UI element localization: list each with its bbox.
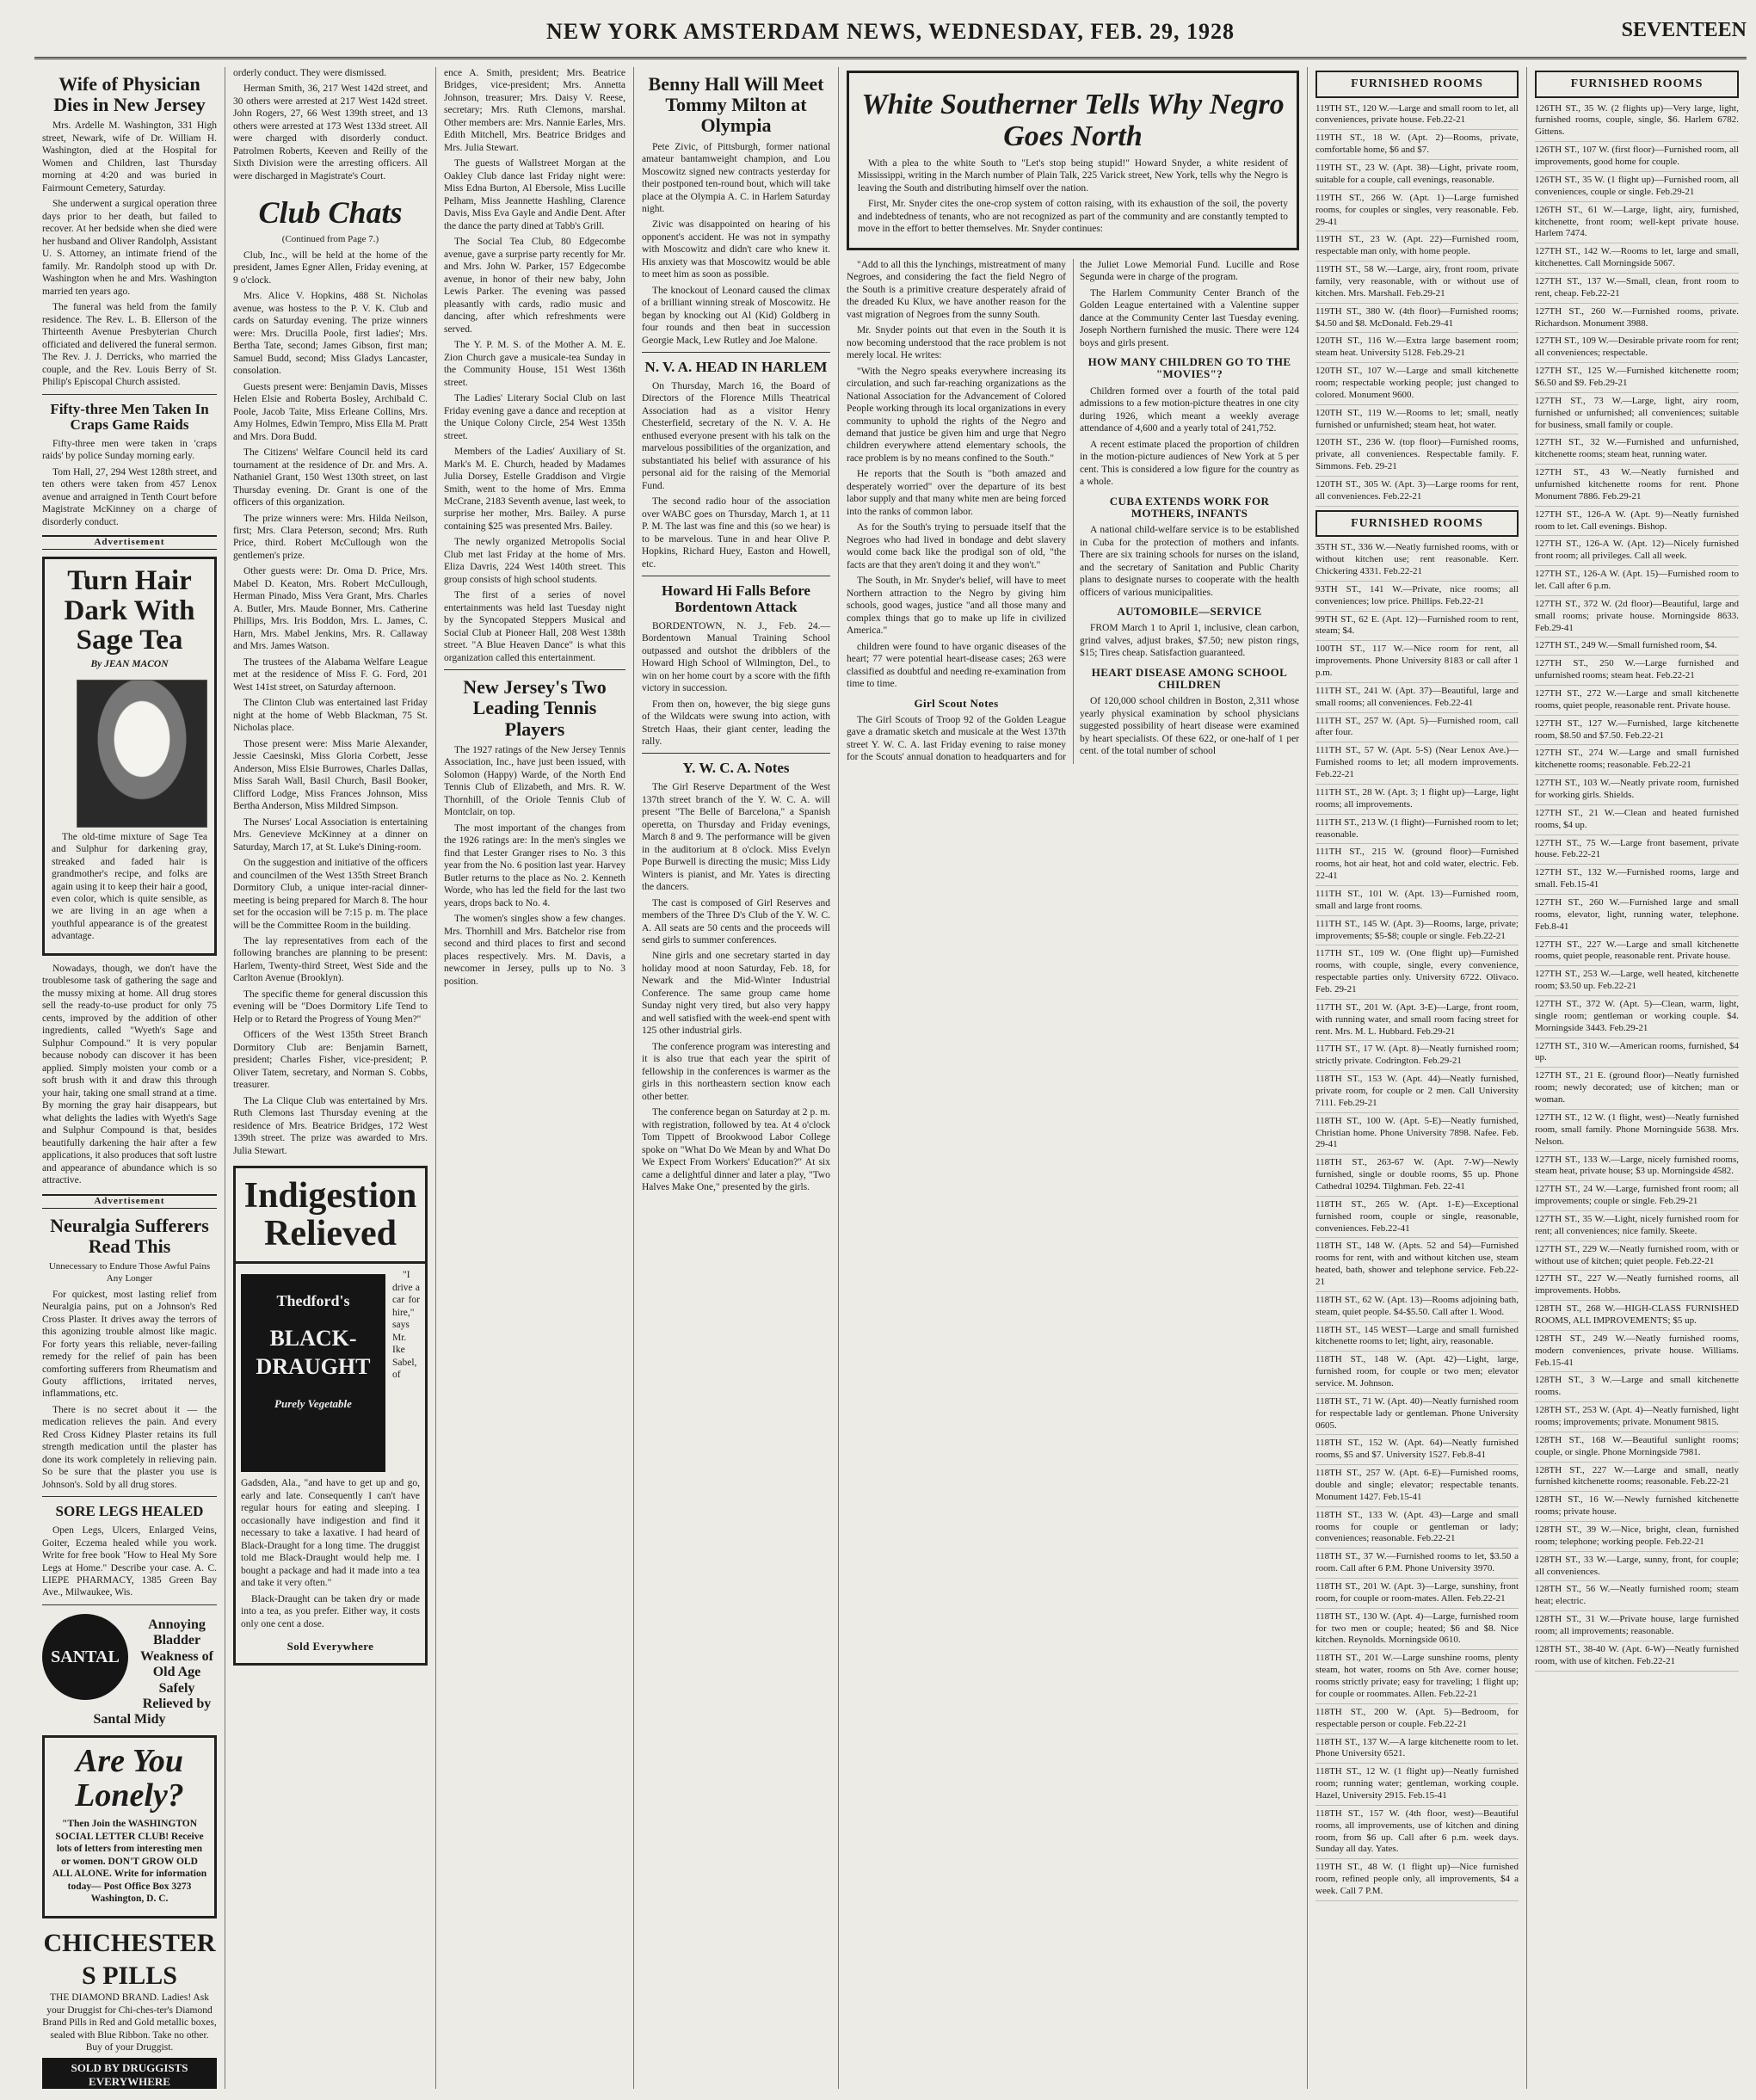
- article-paragraph: The Social Tea Club, 80 Edgecombe avenue, gave a surprise party recently for Mr. and Mrs. John W. Parker, 157 Edgecombe avenue, in honor of their new baby, John Lewis Parker. The evening was passed pleasantly with cards, radio music and dancing, after which refreshments were served.: [444, 237, 625, 335]
- article-paragraph: On Thursday, March 16, the Board of Directors of the Florence Mills Theatrical Association had as a visitor Henry Chesterfield, secretary of the N. V. A. He enthused everyone present with his talk on the marvelous possibilities of the organization, and substantiated his belief with assurance of his personal aid for the raising of the Memorial Fund.: [642, 381, 830, 491]
- classified-ad: 127TH ST., 229 W.—Neatly furnished room, with or without use of kitchen; quiet people. Feb.22-21: [1535, 1244, 1739, 1272]
- headline-heart-disease: HEART DISEASE AMONG SCHOOL CHILDREN: [1091, 665, 1288, 692]
- classified-ad: 118TH ST., 152 W. (Apt. 64)—Neatly furnished rooms, $5 and $7. University 1527. Feb.8-41: [1315, 1438, 1519, 1465]
- ad-paragraph: Open Legs, Ulcers, Enlarged Veins, Goiter, Eczema healed while you work. Write for free book "How to Heal My Sore Legs at Home." Describe your case. A. C. LIEPE PHARMACY, 1385 Green Bay Ave., Milwaukee, Wis.: [42, 1525, 217, 1598]
- santal-ad-text: Annoying Bladder Weakness of Old Age Safely Relieved by Santal Midy: [93, 1617, 213, 1727]
- woman-portrait-image: [77, 680, 207, 828]
- classified-ad: 127TH ST., 372 W. (Apt. 5)—Clean, warm, light, single room; gentleman or working couple. $4. Morningside 3443. Feb.29-21: [1535, 999, 1739, 1038]
- chichester-pills-title: CHICHESTER S PILLS: [43, 1928, 216, 1990]
- column-7: [1527, 67, 1747, 2089]
- chichester-pills-footer: SOLD BY DRUGGISTS EVERYWHERE: [42, 2058, 217, 2089]
- classified-ad: 119TH ST., 18 W. (Apt. 2)—Rooms, private, comfortable home, $6 and $7.: [1315, 132, 1519, 160]
- article-paragraph: From then on, however, the big siege guns of the Wildcats were swung into action, with Stretch Haas, their giant center, leading the rally.: [642, 699, 830, 747]
- column-3: [436, 67, 634, 2089]
- column-5: [839, 67, 1308, 2089]
- classified-ad: 127TH ST., 35 W.—Light, nicely furnished room for rent; all conveniences; nice family. Skeete.: [1535, 1214, 1739, 1241]
- classified-ad: 118TH ST., 148 W. (Apt. 42)—Light, large, furnished room, for couple or two men; elevator service. M. Johnson.: [1315, 1354, 1519, 1394]
- classified-ad: 127TH ST., 260 W.—Furnished rooms, private. Richardson. Monument 3988.: [1535, 306, 1739, 334]
- classified-ad: 127TH ST., 12 W. (1 flight, west)—Neatly furnished room, small family. Phone Morningside 5638. Mrs. Nelson.: [1535, 1112, 1739, 1152]
- classified-ad: 127TH ST., 75 W.—Large front basement, private house. Feb.22-21: [1535, 838, 1739, 865]
- headline-tennis-players: New Jersey's Two Leading Tennis Players: [463, 676, 607, 740]
- club-chats-continued: (Continued from Page 7.): [281, 233, 379, 244]
- classified-ad: 119TH ST., 120 W.—Large and small room to let, all conveniences, private house. Feb.22-21: [1315, 103, 1519, 131]
- classified-ad: 128TH ST., 253 W. (Apt. 4)—Neatly furnished, light rooms; improvements; private. Monument 9815.: [1535, 1405, 1739, 1432]
- article-paragraph: "With the Negro speaks everywhere increasing its circulation, and such far-reaching organizations as the National Association for the Advancement of Colored People working through its local organizations in every community to uphold the rights of the Negro and demand that justice be given him and urge that Negro children everywhere attend elementary schools, the race problem is by no means confined to the South.": [847, 366, 1066, 464]
- classified-ad: 127TH ST., 250 W.—Large furnished and unfurnished rooms; steam heat. Feb.22-21: [1535, 658, 1739, 686]
- classified-ad: 35TH ST., 336 W.—Neatly furnished rooms, with or without kitchen use; rent reasonable. Kerr. Chickering 4331. Feb.22-21: [1315, 542, 1519, 582]
- package-product: BLACK-DRAUGHT: [256, 1326, 371, 1379]
- article-paragraph: Tom Hall, 27, 294 West 128th street, and ten others were taken from 457 Lenox avenue and arraigned in Tenth Court before Magistrate McKinney on a charge of disorderly conduct.: [42, 466, 217, 527]
- article-paragraph: First, Mr. Snyder cites the one-crop system of cotton raising, with its exhaustion of the soil, the poverty and indebtedness of tenants, who are not recognized as part of the community and are constantly tempted to move in the effort to better themselves. Mr. Snyder continues:: [858, 199, 1288, 235]
- headline-benny-hall: Benny Hall Will Meet Tommy Milton at Olympia: [648, 73, 824, 137]
- classified-ad: 128TH ST., 168 W.—Beautiful sunlight rooms; couple, or single. Phone Morningside 7981.: [1535, 1435, 1739, 1463]
- classified-ad: 127TH ST., 21 E. (ground floor)—Neatly furnished room; newly decorated; use of kitchen; man or woman.: [1535, 1070, 1739, 1110]
- headline-craps-raids: Fifty-three Men Taken In Craps Game Raids: [50, 400, 209, 434]
- chichester-pills-ad: [42, 1927, 217, 2089]
- article-paragraph: Zivic was disappointed on hearing of his opponent's accident. He was not in sympathy with Moscowitz and didn't care who knew it. His anxiety was that Moscowitz would be able to meet him as soon as possible.: [642, 219, 830, 280]
- classified-ad: 118TH ST., 201 W.—Large sunshine rooms, plenty steam, hot water, rooms on 5th Ave. corner house; rooms strictly private; easy for traveling; 1 flight up; for couple or roommates. Allen. Feb.22-21: [1315, 1653, 1519, 1703]
- article-paragraph: The South, in Mr. Snyder's belief, will have to meet Northern attraction to the Negro by giving him schools, good wages, justice "and all those many and complex things that go to make up life in civilized America.": [847, 576, 1066, 637]
- classified-ad: 127TH ST., 227 W.—Neatly furnished rooms, all improvements. Hobbs.: [1535, 1273, 1739, 1301]
- classified-ad: 119TH ST., 23 W. (Apt. 22)—Furnished room, respectable man only, with home people.: [1315, 234, 1519, 262]
- masthead: [34, 7, 1747, 59]
- article-paragraph: ence A. Smith, president; Mrs. Beatrice Bridges, vice-president; Mrs. Annetta Johnson, treasurer; Mrs. Daisy V. Reese, secretary; Mrs. Ruth Clemons, marshal. Other members are: Mrs. Nannie Earles, Mrs. Edith Mitchell, Mrs. Beatrice Bridges and Mrs. Julia Stewart.: [444, 68, 625, 153]
- classified-ad: 127TH ST., 274 W.—Large and small furnished kitchenette rooms; reasonable. Feb.22-21: [1535, 748, 1739, 775]
- headline-girl-scout: Girl Scout Notes: [914, 696, 999, 710]
- headline-ywca-notes: Y. W. C. A. Notes: [682, 760, 790, 777]
- letter-club-ad-title: Are You Lonely?: [75, 1742, 184, 1814]
- feature-body: [847, 259, 1299, 764]
- classified-ad: 120TH ST., 305 W. (Apt. 3)—Large rooms for rent, all conveniences. Feb.22-21: [1315, 479, 1519, 507]
- classified-ad: 127TH ST., 137 W.—Small, clean, front room to rent, cheap. Feb.22-21: [1535, 276, 1739, 304]
- classified-ad: 120TH ST., 116 W.—Extra large basement room; steam heat. University 5128. Feb.29-21: [1315, 336, 1519, 363]
- ad-paragraph: THE DIAMOND BRAND. Ladies! Ask your Druggist for Chi-ches-ter's Diamond Brand Pills in Red and Gold metallic boxes, sealed with Blue Ribbon. Take no other. Buy of your Druggist.: [42, 1992, 217, 2054]
- classified-ad: 118TH ST., 201 W. (Apt. 3)—Large, sunshiny, front room, for couple or room-mates. Allen. Feb.22-21: [1315, 1581, 1519, 1609]
- article-paragraph: Mrs. Ardelle M. Washington, 331 High street, Newark, wife of Dr. William H. Washington, died at the Hospital for Women and Children, last Thursday morning at 4:20 and was buried in Fairmount Cemetery, Saturday.: [42, 120, 217, 194]
- article-paragraph: The most important of the changes from the 1926 ratings are: In the men's singles we find that Lester Granger rises to No. 3 this year from the No. 6 position last year. Harvey Butler returns to the place as No. 2. Kenneth Worde, who has led the field for the last two years, drops back to No. 4.: [444, 822, 625, 908]
- classified-ad: 111TH ST., 257 W. (Apt. 5)—Furnished room, call after four.: [1315, 716, 1519, 743]
- sage-tea-ad-title: Turn Hair Dark With Sage Tea: [64, 565, 195, 656]
- classified-ad: 126TH ST., 107 W. (first floor)—Furnished room, all improvements, good home for couple.: [1535, 145, 1739, 172]
- article-paragraph: The women's singles show a few changes. Mrs. Thornhill and Mrs. Batchelor rise from second and third places to first and second places respectively. Mrs. M. Davis, a newcomer in Jersey, pulls up to No. 3 position.: [444, 914, 625, 987]
- divider: [42, 394, 217, 395]
- sage-tea-ad: [42, 557, 217, 956]
- classified-ad: 118TH ST., 100 W. (Apt. 5-E)—Neatly furnished, Christian home. Phone University 7898. Nafee. Feb. 29-41: [1315, 1116, 1519, 1155]
- classified-ad: 118TH ST., 137 W.—A large kitchenette room to let. Phone University 6521.: [1315, 1737, 1519, 1764]
- classified-ad: 127TH ST., 109 W.—Desirable private room for rent; all conveniences; respectable.: [1535, 336, 1739, 363]
- ad-paragraph: Nowadays, though, we don't have the troublesome task of gathering the sage and the mussy mixing at home. All drug stores sell the ready-to-use product for only 75 cents, improved by the addition of other ingredients, called "Wyeth's Sage and Sulphur Compound." It is very popular because nobody can discover it has been applied. Simply moisten your comb or a soft brush with it and draw this through your hair, taking one small strand at a time. By morning the gray hair disappears, but what delights the ladies with Wyeth's Sage and Sulphur Compound is that, besides beautifully darkening the hair after a few applications, it also produces that soft lustre and appearance of abundance which is so attractive.: [42, 963, 217, 1186]
- article-paragraph: A national child-welfare service is to be established in Cuba for the protection of mothers and infants. There are six training schools for nurses on the island, and the secretary of Sanitation and Public Charity plans to designate nurses to cooperate with the health officers of various municipalities.: [1080, 525, 1299, 598]
- classified-ad: 127TH ST., 103 W.—Neatly private room, furnished for working girls. Shields.: [1535, 778, 1739, 805]
- article-paragraph: Mr. Snyder points out that even in the South it is now becoming understood that the race problem is not merely local. He writes:: [847, 325, 1066, 361]
- article-paragraph: The lay representatives from each of the following branches are planning to be present: Harlem, Twenty-third Street, West Side and the Carlton Avenue (Brooklyn).: [233, 936, 428, 984]
- article-paragraph: orderly conduct. They were dismissed.: [233, 68, 386, 78]
- divider: [642, 753, 830, 754]
- package-tagline: Purely Vegetable: [274, 1396, 352, 1410]
- sore-legs-ad-title: SORE LEGS HEALED: [55, 1503, 204, 1520]
- article-paragraph: The funeral was held from the family residence. The Rev. L. B. Ellerson of the Thirteenth Avenue Presbyterian Church officiated and delivered the funeral sermon. The Rev. J. J. Derricks, who married the couple, and the Rev. Louis Berry of St. Philip's Episcopal Church assisted.: [42, 302, 217, 388]
- sage-tea-ad-byline: By JEAN MACON: [90, 659, 169, 670]
- masthead-title: NEW YORK AMSTERDAM NEWS, WEDNESDAY, FEB. 29, 1928: [545, 19, 1235, 44]
- classified-ad: 128TH ST., 16 W.—Newly furnished kitchenette rooms; private house.: [1535, 1494, 1739, 1522]
- classified-ad: 117TH ST., 201 W. (Apt. 3-E)—Large, front room, with running water, and small room facing street for rent. Mrs. M. L. Hubbard. Feb.29-21: [1315, 1002, 1519, 1042]
- classified-ad: 128TH ST., 268 W.—HIGH-CLASS FURNISHED ROOMS, ALL IMPROVEMENTS; $5 up.: [1535, 1303, 1739, 1331]
- article-paragraph: The Nurses' Local Association is entertaining Mrs. Genevieve McKinney at a dinner on Saturday, March 17, at St. Luke's Dining-room.: [233, 816, 428, 853]
- article-paragraph: The conference program was interesting and it is also true that each year the spirit of fellowship in the conferences is warmer as the girls in this northeastern section know each other better.: [642, 1041, 830, 1102]
- article-paragraph: The prize winners were: Mrs. Hilda Neilson, first; Mrs. Clara Peterson, second; Mrs. Ruth Price, third. Robert McCullough won the gentlemen's prize.: [233, 513, 428, 561]
- classified-ad: 118TH ST., 153 W. (Apt. 44)—Neatly furnished, private room, for couple or 2 men. Call University 7111. Feb.29-21: [1315, 1074, 1519, 1113]
- classified-ad: 127TH ST., 125 W.—Furnished kitchenette room; $6.50 and $9. Feb.29-21: [1535, 366, 1739, 393]
- classified-ad: 118TH ST., 71 W. (Apt. 40)—Neatly furnished room for respectable lady or gentleman. Phone University 0605.: [1315, 1396, 1519, 1436]
- divider: [42, 1496, 217, 1497]
- classified-ad: 120TH ST., 107 W.—Large and small kitchenette room; respectable working people; just changed to colored. Monument 9600.: [1315, 366, 1519, 405]
- article-paragraph: Of 120,000 school children in Boston, 2,311 whose yearly physical examination by school physicians suggested possibility of heart disease were examined by heart specialists. Of these 622, or one-half of 1 per cent. of the total number of school: [1080, 696, 1299, 757]
- classified-list: [1535, 103, 1739, 1672]
- classified-ad: 127TH ST., 127 W.—Furnished, large kitchenette room, $8.50 and $7.50. Feb.22-21: [1535, 718, 1739, 746]
- classified-ad: 126TH ST., 61 W.—Large, light, airy, furnished, kitchenette, front room; well-kept private house. Harlem 7474.: [1535, 205, 1739, 244]
- headline-wife-of-physician: Wife of Physician Dies in New Jersey: [53, 73, 206, 116]
- classified-ad: 111TH ST., 215 W. (ground floor)—Furnished rooms, hot air heat, hot and cold water, electric. Feb. 22-41: [1315, 847, 1519, 886]
- classified-list: [1315, 542, 1519, 1901]
- headline-cuba: CUBA EXTENDS WORK FOR MOTHERS, INFANTS: [1109, 494, 1270, 520]
- santal-seal-icon: SANTAL: [42, 1614, 128, 1700]
- article-paragraph: The first of a series of novel entertainments was held last Tuesday night by the Syncopated Steppers Musical and Social Club at Pioneer Hall, 208 West 138th street. "A Blue Heaven Dance" is what this organization called this entertainment.: [444, 590, 625, 663]
- classified-ad: 128TH ST., 38-40 W. (Apt. 6-W)—Neatly furnished room, with use of kitchen. Feb.22-21: [1535, 1644, 1739, 1672]
- classified-ad: 127TH ST., 227 W.—Large and small kitchenette rooms, quiet people, reasonable rent. Private house.: [1535, 939, 1739, 967]
- advertisement-label: Advertisement: [42, 535, 217, 550]
- classified-ad: 127TH ST., 253 W.—Large, well heated, kitchenette room; $3.50 up. Feb.22-21: [1535, 969, 1739, 996]
- classified-ad: 126TH ST., 35 W. (1 flight up)—Furnished room, all conveniences, couple or single. Feb.29-21: [1535, 175, 1739, 202]
- neuralgia-ad-subtitle: Unnecessary to Endure Those Awful Pains Any Longer: [48, 1260, 211, 1284]
- article-paragraph: The trustees of the Alabama Welfare League met at the residence of Miss F. G. Ford, 201 West 141st street, on Saturday afternoon.: [233, 656, 428, 693]
- article-paragraph: children were found to have organic diseases of the heart; 77 were potential heart-disease cases; 263 were classified as doubtful and needing re-examination from time to time.: [847, 641, 1066, 690]
- article-paragraph: Pete Zivic, of Pittsburgh, former national amateur bantamweight champion, and Lou Moscowitz signed new contracts yesterday for their postponed ten-round bout, which will take place at the Olympia A. C. in Harlem Saturday night.: [642, 141, 830, 214]
- classified-ad: 111TH ST., 213 W. (1 flight)—Furnished room to let; reasonable.: [1315, 817, 1519, 845]
- ad-paragraph: The old-time mixture of Sage Tea and Sulphur for darkening gray, streaked and faded hair is grandmother's recipe, and folks are again using it to keep their hair a good, even color, which is quite sensible, as we are living in an age when a youthful appearance is of the greatest advantage.: [52, 831, 207, 942]
- classified-ad: 128TH ST., 3 W.—Large and small kitchenette rooms.: [1535, 1375, 1739, 1402]
- article-paragraph: Mrs. Alice V. Hopkins, 488 St. Nicholas avenue, was hostess to the P. V. K. Club and cards on Saturday evening. The prize winners were: Mrs. Drucilla Poole, first ladies'; Mrs. Bertha Tate, second; James Gibson, first man; Samuel Budd, second; Miss Gladys Lancaster, consolation.: [233, 291, 428, 377]
- ad-paragraph: "I drive a car for hire," says Mr. Ike Sabel, of Gadsden, Ala., "and have to get up and go, early and late. Consequently I can't have regular hours for eating and sleeping. I occasionally have indigestion and find it necessary to take a laxative. I had heard of Black-Draught for a long time. The druggist told me Black-Draught would help me. I bought a package and had it made into a tea and take it very often.": [241, 1270, 420, 1589]
- classified-ad: 119TH ST., 380 W. (4th floor)—Furnished rooms; $4.50 and $8. McDonald. Feb.29-41: [1315, 306, 1519, 334]
- article-paragraph: The newly organized Metropolis Social Club met last Friday at the home of Mrs. Eliza Davris, 224 West 140th street. This group consists of high school students.: [444, 537, 625, 585]
- column-4: [634, 67, 839, 2089]
- article-paragraph: Nine girls and one secretary started in day holiday mood at noon Saturday, Feb. 18, for Newark and the Mid-Winter Industrial Conference. The same group came home Sunday night very tired, but also very happy and well satisfied with the week-end spent with 125 other industrial girls.: [642, 951, 830, 1037]
- article-paragraph: The Clinton Club was entertained last Friday night at the home of Webb Blackman, 75 St. Nicholas place.: [233, 698, 428, 734]
- feature-box: [847, 71, 1299, 250]
- article-paragraph: The Girl Scouts of Troop 92 of the Golden League gave a dramatic sketch and musicale at the West 137th street Y. W. C. A. last Friday evening to raise money for the Scouts' annual donation to headquarters and for the Juliet Lowe Memorial Fund. Lucille and Rose Segunda were in charge of the program.: [847, 259, 1299, 763]
- classified-ad: 118TH ST., 263-67 W. (Apt. 7-W)—Newly furnished, single or double rooms, $5 up. Phone Cathedral 10294. Tilghman. Feb. 22-41: [1315, 1157, 1519, 1197]
- article-paragraph: "Add to all this the lynchings, mistreatment of many Negroes, and considering the fact the field Negro of the South is a primitive creature desperately afraid of the dreaded Ku Klux, we have another reason for the vast migration of Negroes from the sunny South.: [847, 259, 1066, 320]
- article-paragraph: Those present were: Miss Marie Alexander, Jessie Caesinski, Miss Gloria Corbett, Jesse Anderson, Miss Elsie Burrowes, Charles Dallas, Miss Sarah Wall, Basil Church, Basil Booker, Clifford Lodge, Miss Frances Johnson, Miss Bertha Anderson, Miss Mildred Simpson.: [233, 738, 428, 812]
- classified-header: FURNISHED ROOMS: [1535, 71, 1739, 98]
- letter-club-ad: [42, 1735, 217, 1918]
- classified-ad: 111TH ST., 28 W. (Apt. 3; 1 flight up)—Large, light rooms; all improvements.: [1315, 787, 1519, 815]
- classified-ad: 118TH ST., 200 W. (Apt. 5)—Bedroom, for respectable person or couple. Feb.22-21: [1315, 1707, 1519, 1734]
- column-6: [1308, 67, 1527, 2089]
- divider: [42, 1604, 217, 1605]
- classified-ad: 127TH ST., 142 W.—Rooms to let, large and small, kitchenettes. Call Morningside 5067.: [1535, 246, 1739, 274]
- column-1: [34, 67, 225, 2089]
- classified-ad: 118TH ST., 12 W. (1 flight up)—Neatly furnished room; running water; gentleman, working couple. Hazel, University 2915. Feb.15-41: [1315, 1766, 1519, 1806]
- classified-ad: 127TH ST., 272 W.—Large and small kitchenette rooms, quiet people, reasonable rent. Private house.: [1535, 688, 1739, 716]
- classified-ad: 118TH ST., 257 W. (Apt. 6-E)—Furnished rooms, double and single; elevator; respectable tenants. Monument 1427. Feb.15-41: [1315, 1468, 1519, 1507]
- headline-howard-hi: Howard Hi Falls Before Bordentown Attack: [662, 582, 810, 615]
- classified-ad: 118TH ST., 130 W. (Apt. 4)—Large, furnished room for two men or couple; heated; $6 and $8. Nice kitchen. Reynolds. Morningside 0610.: [1315, 1611, 1519, 1651]
- classified-ad: 127TH ST., 310 W.—American rooms, furnished, $4 up.: [1535, 1041, 1739, 1068]
- article-paragraph: The conference began on Saturday at 2 p. m. with registration, followed by tea. At 4 o'clock Tom Tippett of Brookwood Labor College spoke on "What Do We Mean by and What Do We Expect From Workers' Education?" At six came a delightful dinner and later a play, "Two Halves Make One," presented by the girls.: [642, 1107, 830, 1193]
- article-paragraph: The Citizens' Welfare Council held its card tournament at the residence of Dr. and Mrs. A. Nathaniel Grant, 150 West 130th street, on last Thursday evening. Dr. Grant is one of the officers of this organization.: [233, 447, 428, 508]
- classified-ad: 127TH ST., 43 W.—Neatly furnished and unfurnished kitchenette rooms for rent. Phone Monument 7886. Feb.29-21: [1535, 467, 1739, 507]
- article-paragraph: He reports that the South is "both amazed and desperately worried" over the departure of its best labor supply and that many white men are being forced into the ranks of common labor.: [847, 469, 1066, 517]
- classified-ad: 128TH ST., 56 W.—Neatly furnished room; steam heat; electric.: [1535, 1584, 1739, 1611]
- divider: [642, 352, 830, 353]
- article-paragraph: The Girl Reserve Department of the West 137th street branch of the Y. W. C. A. will present "The Belle of Barcelona," a Spanish operetta, on Thursday and Friday evenings, March 8 and 9. The performance will be given in the auditorium at 8 o'clock. Miss Evelyn Pope Burwell is directing the music; Miss Lidy Winters is pianist, and Mr. Yates is directing the dancers.: [642, 782, 830, 893]
- classified-ad: 127TH ST., 126-A W. (Apt. 12)—Nicely furnished front room; all privileges. Call all week.: [1535, 539, 1739, 566]
- classified-ad: 99TH ST., 62 E. (Apt. 12)—Furnished room to rent, steam; $4.: [1315, 614, 1519, 642]
- article-paragraph: With a plea to the white South to "Let's stop being stupid!" Howard Snyder, a white resident of Mississippi, writing in the March number of Plain Talk, 225 Varick street, New York, tells why the Negro is leaving the South and distributing himself over the nation.: [858, 157, 1288, 194]
- classified-ad: 117TH ST., 109 W. (One flight up)—Furnished rooms, with couple, single, every convenience, respectable parties only. University 6722. Olivaco. Feb. 29-21: [1315, 948, 1519, 999]
- ad-paragraph: Black-Draught can be taken dry or made into a tea, as you prefer. Either way, it costs only one cent a dose.: [241, 1593, 420, 1629]
- classified-header: FURNISHED ROOMS: [1315, 71, 1519, 98]
- indigestion-ad: [233, 1166, 428, 1665]
- article-paragraph: She underwent a surgical operation three days prior to her death, but failed to recover. At her bedside when she died were her husband and Oliver Randolph, Assistant U. S. Attorney, an intimate friend of the family. Mr. Randolph stood up with Dr. Washington when he and Mrs. Washington married ten years ago.: [42, 199, 217, 297]
- ad-paragraph: For quickest, most lasting relief from Neuralgia pains, put on a Johnson's Red Cross Plaster. It drives away the terrors of this agonizing trouble almost like magic. For forty years this reliable, never-failing remedy for the relief of pain has been comforting sufferers from Rheumatism and Gouty afflictions, irritated nerves, inflammations, etc.: [42, 1289, 217, 1400]
- article-paragraph: Children formed over a fourth of the total paid admissions to a few motion-picture theatres in one city during 1926, which meant a weekly average attendance of 4,600 and a yearly total of 241,752.: [1080, 385, 1299, 434]
- classified-header: FURNISHED ROOMS: [1315, 510, 1519, 538]
- club-chats-title: Club Chats: [258, 195, 403, 231]
- classified-ad: 127TH ST., 133 W.—Large, nicely furnished rooms, steam heat, private house; $3 up. Morningside 4582.: [1535, 1155, 1739, 1182]
- classified-ad: 118TH ST., 148 W. (Apts. 52 and 54)—Furnished rooms for rent, with and without kitchen use, steam heated, bath, shower and telephone service. Feb.22-21: [1315, 1241, 1519, 1291]
- classified-ad: 93TH ST., 141 W.—Private, nice rooms; all conveniences; low price. Phillips. Feb.22-21: [1315, 584, 1519, 612]
- headline-automobile-service: AUTOMOBILE—SERVICE: [1117, 605, 1262, 619]
- neuralgia-ad-title: Neuralgia Sufferers Read This: [50, 1214, 209, 1257]
- classified-ad: 128TH ST., 33 W.—Large, sunny, front, for couple; all conveniences.: [1535, 1555, 1739, 1582]
- classified-ad: 128TH ST., 249 W.—Neatly furnished rooms, modern conveniences, private house. Williams. Feb.15-41: [1535, 1333, 1739, 1373]
- page-label: SEVENTEEN: [1621, 19, 1747, 41]
- classified-ad: 127TH ST., 21 W.—Clean and heated furnished rooms, $4 up.: [1535, 808, 1739, 835]
- article-paragraph: Guests present were: Benjamin Davis, Misses Helen Elsie and Roberta Bosley, Archibald C. Poole, Jacob Taite, Miss Erleane Collins, Mrs. Amy Holmes, Edwin Tempro, Miss Ella M. Pratt and Mrs. Dora Budd.: [233, 381, 428, 442]
- article-paragraph: Officers of the West 135th Street Branch Dormitory Club are: Benjamin Barnett, president; Charles Fisher, vice-president; P. Oliver Tatem, secretary, and Norman S. Cobbs, treasurer.: [233, 1030, 428, 1091]
- article-paragraph: The cast is composed of Girl Reserves and members of the Three D's Club of the Y. W. C. A. All seats are 50 cents and the proceeds will send girls to summer conferences.: [642, 897, 830, 945]
- classified-ad: 120TH ST., 236 W. (top floor)—Furnished rooms, private, all conveniences. Respectable family. F. Simmons. Feb. 29-21: [1315, 437, 1519, 477]
- classified-ad: 118TH ST., 62 W. (Apt. 13)—Rooms adjoining bath, steam, quiet people. $4-$5.50. Call after 1. Wood.: [1315, 1295, 1519, 1322]
- classified-ad: 111TH ST., 57 W. (Apt. 5-S) (Near Lenox Ave.)—Furnished rooms to let; all modern improvements. Feb.22-21: [1315, 745, 1519, 785]
- classified-ad: 128TH ST., 31 W.—Private house, large furnished room; all improvements; reasonable.: [1535, 1614, 1739, 1641]
- package-brand: Thedford's: [276, 1292, 350, 1310]
- article-paragraph: A recent estimate placed the proportion of children in the motion-picture audiences of New York at 5 per cent. This is considered a low figure for the country as a whole.: [1080, 439, 1299, 488]
- classified-ad: 120TH ST., 119 W.—Rooms to let; small, neatly furnished or unfurnished; steam heat, hot water.: [1315, 408, 1519, 435]
- indigestion-ad-title: Indigestion Relieved: [236, 1168, 425, 1264]
- article-paragraph: The knockout of Leonard caused the climax of a brilliant winning streak of Moscowitz. He began by knocking out Al (Kid) Goldberg in four rounds and then beat in succession Georgie Mack, Lew Rutley and Joe Malone.: [642, 285, 830, 346]
- classified-ad: 127TH ST., 132 W.—Furnished rooms, large and small. Feb.15-41: [1535, 867, 1739, 895]
- classified-list: [1315, 103, 1519, 507]
- article-paragraph: The second radio hour of the association over WABC goes on Thursday, March 1, at 11 P. M. The last was fine and this (so we hear) is to be marvelous. Tune in and hear Olive P. Hopkins, Richard Huey, Easton and Howell, etc.: [642, 496, 830, 570]
- article-paragraph: The guests of Wallstreet Morgan at the Oakley Club dance last Friday night were: Miss Edna Burton, Al Ebersole, Miss Lucille Pelham, Miss Jeannette Hashling, Clarence Davis, Miss Eva Gayle and Andie Dent. After the dance the party dined at Tabb's Grill.: [444, 158, 625, 231]
- classified-ad: 118TH ST., 265 W. (Apt. 1-E)—Exceptional furnished room, couple or single, reasonable, conveniences. Feb.22-41: [1315, 1199, 1519, 1239]
- classified-ad: 118TH ST., 37 W.—Furnished rooms to let, $3.50 a room. Call after 6 P.M. Phone University 3970.: [1315, 1551, 1519, 1579]
- article-paragraph: The Y. P. M. S. of the Mother A. M. E. Zion Church gave a musicale-tea Sunday in the Community House, 151 West 136th street.: [444, 340, 625, 388]
- classified-ad: 111TH ST., 101 W. (Apt. 13)—Furnished room, small and large front rooms.: [1315, 889, 1519, 916]
- article-paragraph: Herman Smith, 36, 217 West 142d street, and 30 others were arrested at 217 West 142d street. John Rogers, 27, 66 West 139th street, and 13 others were arrested at 173 West 133d street. All were charged with disorderly conduct. Patrolmen Roberts, Keeven and Reilly of the Sixth Division were the arresting officers. All were discharged in Magistrate's Court.: [233, 83, 428, 182]
- classified-ad: 111TH ST., 145 W. (Apt. 3)—Rooms, large, private; improvements; $5-$8; couple or single. Feb.22-21: [1315, 919, 1519, 946]
- headline-white-southerner: White Southerner Tells Why Negro Goes North: [861, 89, 1285, 153]
- article-paragraph: On the suggestion and initiative of the officers and councilmen of the West 135th Street Branch Dormitory Club, a unique inter-racial dinner-meeting is being prepared for March 8. The hour set for the occasion will be 7:15 p. m. The place will be the Committee Room in the building.: [233, 858, 428, 931]
- article-paragraph: The 1927 ratings of the New Jersey Tennis Association, Inc., have just been issued, with Solomon (Happy) Warde, of the North End Tennis Club of Elizabeth, and Mrs. R. W. Thornhill, of the Oriole Tennis Club of Montclair, on top.: [444, 744, 625, 818]
- classified-ad: 127TH ST., 126-A W. (Apt. 15)—Furnished room to let. Call after 6 p.m.: [1535, 569, 1739, 596]
- indigestion-ad-footer: Sold Everywhere: [287, 1640, 374, 1654]
- black-draught-package-image: [241, 1274, 385, 1472]
- article-paragraph: Club, Inc., will be held at the home of the president, James Egner Allen, Friday evening, at 9 o'clock.: [233, 249, 428, 286]
- classified-ad: 119TH ST., 23 W. (Apt. 38)—Light, private room, suitable for a couple, call evenings, reasonable.: [1315, 163, 1519, 190]
- classified-ad: 119TH ST., 58 W.—Large, airy, front room, private family, very reasonable, with or without use of kitchen. Mrs. Marshall. Feb.29-21: [1315, 264, 1519, 304]
- classified-ad: 127TH ST., 249 W.—Small furnished room, $4.: [1535, 640, 1739, 656]
- column-2: [225, 67, 436, 2089]
- headline-movies: HOW MANY CHILDREN GO TO THE "MOVIES"?: [1087, 355, 1291, 381]
- classified-ad: 127TH ST., 32 W.—Furnished and unfurnished, kitchenette rooms; steam heat, running water.: [1535, 437, 1739, 465]
- article-paragraph: Fifty-three men were taken in 'craps raids' by police Sunday morning early.: [42, 438, 217, 462]
- article-paragraph: The Harlem Community Center Branch of the Golden League entertained with a Valentine supper dance at the Community Center last Tuesday evening. Joseph Northern furnished the music. There were 124 boys and girls present.: [1080, 287, 1299, 348]
- classified-ad: 128TH ST., 39 W.—Nice, bright, clean, furnished room; telephone; working people. Feb.22-21: [1535, 1524, 1739, 1552]
- article-paragraph: Other guests were: Dr. Oma D. Price, Mrs. Mabel D. Keaton, Mrs. Robert McCullough, Herman Pinado, Miss Vera Grant, Mrs. Charles A. Butler, Mrs. Maude Bonner, Mrs. Catherine Phillips, Mrs. Iris Boddon, Mrs. L. James, C. Harn, Mrs. Mabel Jenkins, Mrs. R. Callaway and Mrs. James Watson.: [233, 566, 428, 652]
- article-paragraph: The Ladies' Literary Social Club on last Friday evening gave a dance and reception at the Unique Colony Circle, 254 West 135th street.: [444, 393, 625, 441]
- article-paragraph: The specific theme for general discussion this evening will be "Does Dormitory Life Tend to Help or to Retard the Progress of Young Men?": [233, 988, 428, 1025]
- classified-ad: 118TH ST., 133 W. (Apt. 43)—Large and small rooms for couple or gentleman or lady; conveniences; reasonable. Feb.22-21: [1315, 1510, 1519, 1549]
- article-paragraph: Members of the Ladies' Auxiliary of St. Mark's M. E. Church, headed by Madames Julia Dorsey, Estelle Graddison and Virgie Smith, went to the home of Mrs. Emma McCrane, 2183 Seventh avenue, last week, to surprise her mother, Mrs. Bailey. A purse containing $25 was presented Mrs. Bailey.: [444, 446, 625, 532]
- classified-ad: 100TH ST., 117 W.—Nice room for rent, all improvements. Phone University 8183 or call after 1 p.m.: [1315, 644, 1519, 683]
- article-paragraph: BORDENTOWN, N. J., Feb. 24.— Bordentown Manual Training School outpassed and outshot the dribblers of the Howard High School of Wilmington, Del., to win on her home court by a score with the fifth victory in succession.: [642, 620, 830, 694]
- classified-ad: 127TH ST., 24 W.—Large, furnished front room; all improvements; couple or single. Feb.29-21: [1535, 1184, 1739, 1211]
- classified-ad: 111TH ST., 241 W. (Apt. 37)—Beautiful, large and small rooms; all conveniences. Feb.22-41: [1315, 686, 1519, 713]
- classified-ad: 119TH ST., 266 W. (Apt. 1)—Large furnished rooms, for couples or singles, very reasonable. Feb. 29-41: [1315, 193, 1519, 232]
- santal-ad: [42, 1610, 217, 1728]
- divider: [444, 669, 625, 670]
- classified-ad: 127TH ST., 260 W.—Furnished large and small rooms, elevator, light, running water, telephone. Feb.8-41: [1535, 897, 1739, 937]
- article-paragraph: The La Clique Club was entertained by Mrs. Ruth Clemons last Thursday evening at the residence of Mrs. Beatrice Bridges, 172 West 139th street. The prize was awarded to Mrs. Julia Stewart.: [233, 1095, 428, 1156]
- classified-ad: 128TH ST., 227 W.—Large and small, neatly furnished kitchenette rooms; reasonable. Feb.22-21: [1535, 1465, 1739, 1493]
- classified-ad: 126TH ST., 35 W. (2 flights up)—Very large, light, furnished rooms, couple, single, $6. Harlem 6782. Gittens.: [1535, 103, 1739, 143]
- article-paragraph: As for the South's trying to persuade itself that the Negroes who had lived in bondage and debt slavery would come back like the prodigal son of old, "the facts are that they aren't doing it and they won't.": [847, 522, 1066, 570]
- classified-ad: 127TH ST., 126-A W. (Apt. 9)—Neatly furnished room to let. Call evenings. Bishop.: [1535, 509, 1739, 537]
- classified-ad: 118TH ST., 145 WEST—Large and small furnished kitchenette rooms to let; light, airy, reasonable.: [1315, 1325, 1519, 1352]
- classified-ad: 127TH ST., 372 W. (2d floor)—Beautiful, large and small rooms; private house. Morningside 8633. Feb.29-41: [1535, 599, 1739, 638]
- article-paragraph: FROM March 1 to April 1, inclusive, clean carbon, grind valves, adjust brakes, $7.50; new piston rings, $15; Tires cheap. Satisfaction guaranteed.: [1080, 623, 1299, 659]
- advertisement-label: Advertisement: [42, 1194, 217, 1209]
- classified-ad: 119TH ST., 48 W. (1 flight up)—Nice furnished room, refined people only, all improvements, $4 a week. Call 7 P.M.: [1315, 1862, 1519, 1901]
- classified-ad: 118TH ST., 157 W. (4th floor, west)—Beautiful rooms, all improvements, use of kitchen and dining room, from $6 up. Call after 6 p.m. week days. Sunday all day. Yates.: [1315, 1808, 1519, 1859]
- classified-ad: 117TH ST., 17 W. (Apt. 8)—Neatly furnished room; strictly private. Codrington. Feb.29-21: [1315, 1044, 1519, 1071]
- headline-nva-head: N. V. A. HEAD IN HARLEM: [644, 359, 828, 376]
- classified-ad: 127TH ST., 73 W.—Large, light, airy room, furnished or unfurnished; all conveniences; suitable for business, small family or couple.: [1535, 396, 1739, 435]
- ad-paragraph: There is no secret about it — the medication relieves the pain. And every Red Cross Kidney Plaster retains its full strength medication until the plaster has done its work completely in relieving pain. So be sure that the plaster you use is Johnson's. Sold by all drug stores.: [42, 1404, 217, 1490]
- ad-paragraph: "Then Join the WASHINGTON SOCIAL LETTER CLUB! Receive lots of letters from interesting men or women. DON'T GROW OLD ALL ALONE. Write for information today— Post Office Box 3273 Washington, D. C.: [52, 1819, 207, 1905]
